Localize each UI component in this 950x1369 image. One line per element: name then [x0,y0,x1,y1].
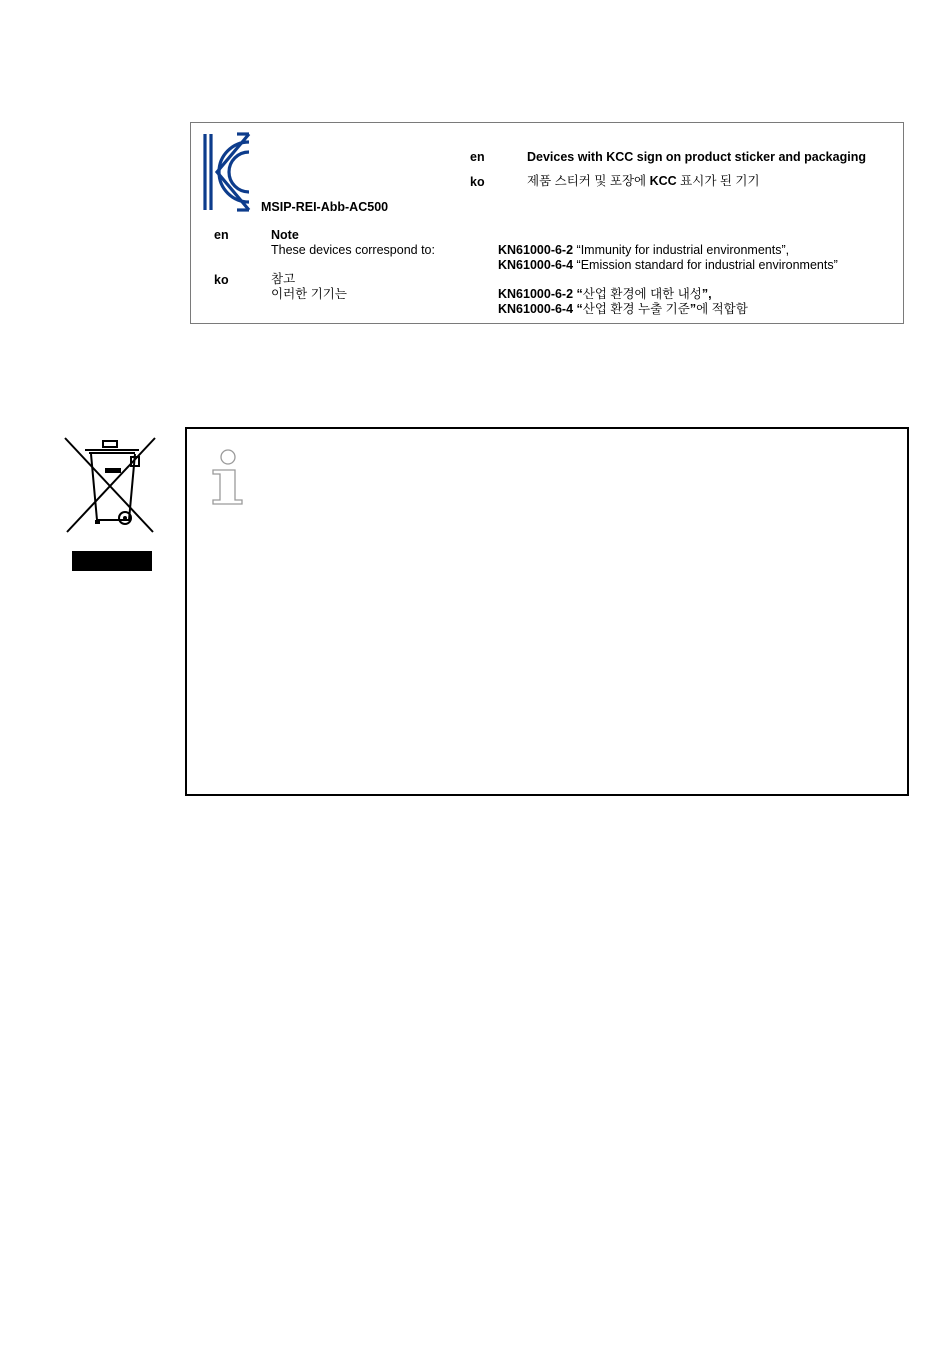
weee-black-bar [72,551,152,571]
standard-text: 산업 환경에 대한 내성 [582,287,702,301]
kcc-sign-ko-bold: KCC [649,174,677,188]
kcc-sign-ko-text [527,174,760,189]
note-title-ko: 참고 [271,272,296,286]
kc-logo-icon [201,132,253,212]
standard-code: KN61000-6-2 [498,287,574,301]
lang-code-ko: ko [470,175,485,189]
crossed-out-wheelie-bin-icon [63,436,157,536]
standard-code: KN61000-6-2 [498,243,574,257]
standard-ko-2 [498,302,748,317]
quote-open: “ [576,302,583,316]
kcc-cert-id: MSIP-REI-Abb-AC500 [261,200,389,214]
note-text-ko: 이러한 기기는 [271,287,347,301]
standard-en-1 [498,243,789,258]
standard-suffix: 에 적합함 [696,302,748,316]
note-lang-code-ko: ko [214,273,229,287]
kcc-sign-ko-after: 표시가 된 기기 [680,174,760,188]
standard-text: “Immunity for industrial environments”, [576,243,790,257]
note-title-en: Note [271,228,299,242]
quote-open: “ [576,287,583,301]
note-lang-code-en: en [214,228,229,242]
kcc-sign-ko-before: 제품 스티커 및 포장에 [527,174,647,188]
standard-text: “Emission standard for industrial environments” [576,258,838,272]
standard-code: KN61000-6-4 [498,302,574,316]
info-icon [209,448,245,508]
note-text-en: These devices correspond to: [271,243,435,257]
lang-code-en: en [470,150,485,164]
standard-code: KN61000-6-4 [498,258,574,272]
info-box [185,427,909,796]
standard-text: 산업 환경 누출 기준 [582,302,690,316]
standard-en-2 [498,258,838,273]
standard-ko-1 [498,287,712,302]
quote-close: ” [689,302,697,316]
quote-close: ”, [701,287,712,301]
kcc-sign-en-text: Devices with KCC sign on product sticker and packaging [527,150,866,164]
